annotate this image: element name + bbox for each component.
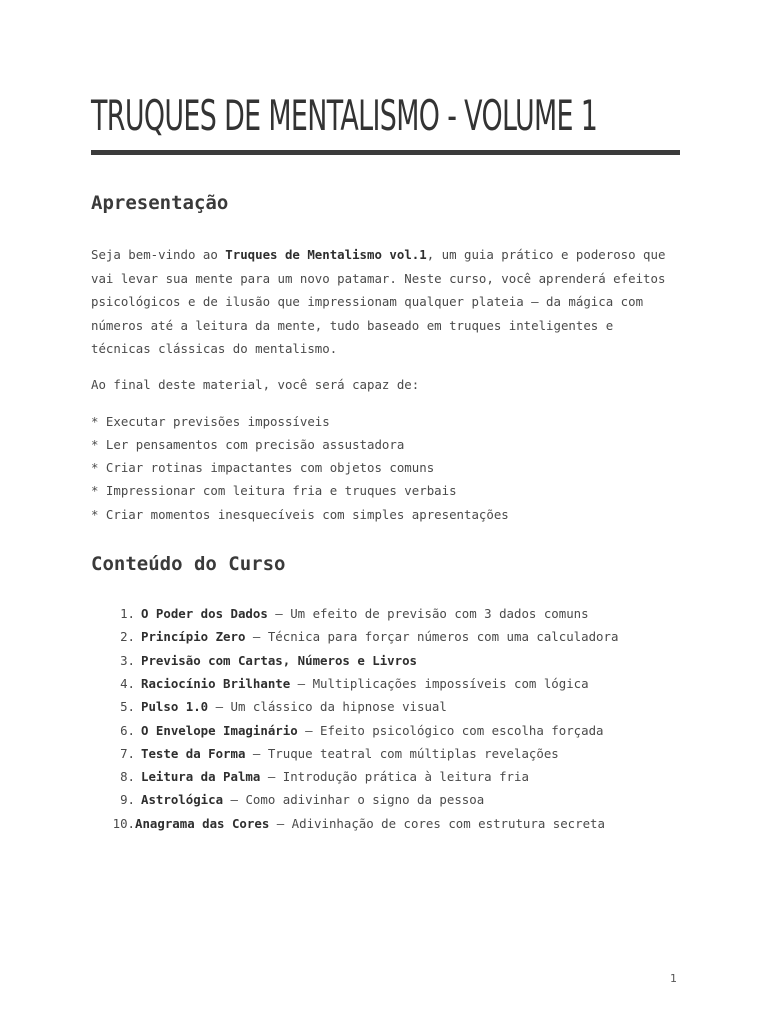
intro-course-name: Truques de Mentalismo vol.1 xyxy=(225,247,427,262)
toc-item-description: – Adivinhação de cores com estrutura secreta xyxy=(269,815,605,831)
toc-item-number: 6. xyxy=(120,722,135,738)
intro-paragraph xyxy=(91,243,680,361)
toc-item-title: O Poder dos Dados xyxy=(141,606,268,622)
title-underline xyxy=(91,150,680,155)
section-heading-apresentacao: Apresentação xyxy=(91,192,229,214)
toc-item-title: Leitura da Palma xyxy=(141,769,261,785)
toc-item-title: Teste da Forma xyxy=(141,745,246,761)
toc-item xyxy=(91,788,680,811)
toc-item-title: Anagrama das Cores xyxy=(135,815,270,831)
goal-item: * Criar rotinas impactantes com objetos comuns xyxy=(91,460,435,476)
intro-text-rest: , um guia prático e poderoso que vai levar sua mente para um novo patamar. Neste curso, você aprenderá efeitos psicológicos e de ilusão que impressionam qualquer plateia — da mágica com números até a leitura da mente, tudo baseado em truques inteligentes e técnicas clássicas do mentalismo. xyxy=(91,247,666,357)
toc-item-number: 2. xyxy=(120,629,135,645)
toc-item-title: O Envelope Imaginário xyxy=(141,722,298,738)
toc-item xyxy=(91,719,680,742)
document-page xyxy=(91,88,680,835)
toc-item-number: 7. xyxy=(120,745,135,761)
toc-item xyxy=(91,625,680,648)
toc-item-number: 5. xyxy=(120,699,135,715)
toc-item-number: 4. xyxy=(120,675,135,691)
toc-item xyxy=(91,649,680,672)
goal-item: * Impressionar com leitura fria e truques verbais xyxy=(91,483,457,499)
goals-lead-in: Ao final deste material, você será capaz de: xyxy=(91,376,420,392)
toc-item xyxy=(91,672,680,695)
toc-item xyxy=(91,695,680,718)
toc-item-description: – Como adivinhar o signo da pessoa xyxy=(223,792,485,808)
goals-list xyxy=(91,410,680,526)
toc-item-number: 3. xyxy=(120,652,135,668)
toc-item-description: – Introdução prática à leitura fria xyxy=(260,769,529,785)
toc-item-number: 9. xyxy=(120,792,135,808)
goal-item: * Criar momentos inesquecíveis com simples apresentações xyxy=(91,506,509,522)
toc-item-number: 1. xyxy=(120,606,135,622)
toc-item xyxy=(91,742,680,765)
toc-item xyxy=(91,765,680,788)
toc-item-description: – Multiplicações impossíveis com lógica xyxy=(290,675,589,691)
toc-item xyxy=(91,812,680,835)
toc-item xyxy=(91,602,680,625)
course-contents-list xyxy=(91,602,680,835)
intro-text-start: Seja bem-vindo ao xyxy=(91,247,226,262)
toc-item-title: Astrológica xyxy=(141,792,224,808)
toc-item-number: 8. xyxy=(120,769,135,785)
page-title: TRUQUES DE MENTALISMO - VOLUME 1 xyxy=(91,91,598,140)
toc-item-description: – Um efeito de previsão com 3 dados comuns xyxy=(267,606,589,622)
goal-item: * Ler pensamentos com precisão assustadora xyxy=(91,436,405,452)
toc-item-title: Previsão com Cartas, Números e Livros xyxy=(141,652,418,668)
toc-item-description: – Técnica para forçar números com uma calculadora xyxy=(245,629,619,645)
page-number: 1 xyxy=(670,972,677,985)
toc-item-description: – Um clássico da hipnose visual xyxy=(208,699,447,715)
toc-item-number: 10. xyxy=(112,815,135,831)
goal-item: * Executar previsões impossíveis xyxy=(91,413,330,429)
toc-item-description: – Truque teatral com múltiplas revelações xyxy=(245,745,559,761)
toc-item-description: – Efeito psicológico com escolha forçada xyxy=(297,722,604,738)
section-heading-conteudo: Conteúdo do Curso xyxy=(91,553,286,576)
toc-item-title: Pulso 1.0 xyxy=(141,699,209,715)
toc-item-title: Princípio Zero xyxy=(141,629,246,645)
toc-item-title: Raciocínio Brilhante xyxy=(141,675,291,691)
